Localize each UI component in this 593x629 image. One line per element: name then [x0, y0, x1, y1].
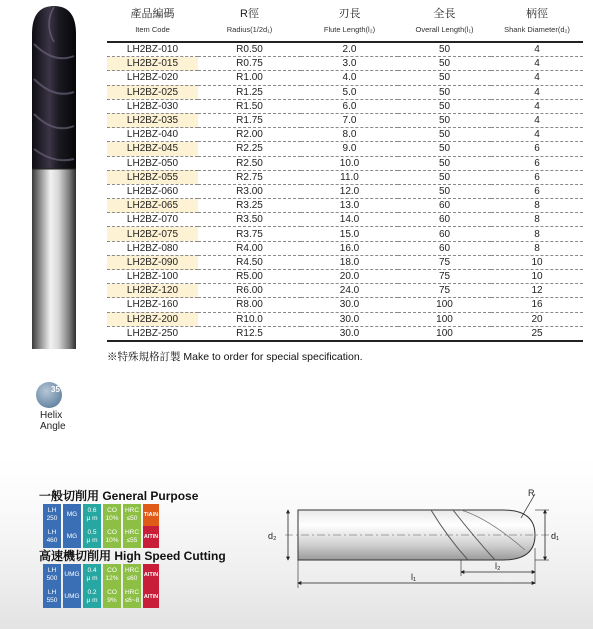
- cell-radius: R3.00: [198, 184, 301, 198]
- table-row: [107, 298, 583, 312]
- series-box: LH 460: [43, 526, 61, 548]
- table-row: [107, 326, 583, 341]
- cell-radius: R3.50: [198, 213, 301, 227]
- cell-overall-length: 75: [398, 255, 491, 269]
- cell-flute-length: 24.0: [301, 284, 398, 298]
- table-row: [107, 170, 583, 184]
- cell-shank-diameter: 4: [491, 113, 583, 127]
- diagram-d1-label: d₁: [551, 531, 560, 541]
- cell-radius: R6.00: [198, 284, 301, 298]
- table-row: [107, 42, 583, 57]
- material-box: MG: [63, 504, 81, 526]
- cell-overall-length: 50: [398, 128, 491, 142]
- table-row: [107, 270, 583, 284]
- product-spec-row: [43, 504, 159, 526]
- product-spec-row: [43, 564, 159, 586]
- table-row: [107, 255, 583, 269]
- coating-badge: AlTiN: [143, 586, 159, 608]
- cell-shank-diameter: 8: [491, 241, 583, 255]
- cell-flute-length: 8.0: [301, 128, 398, 142]
- cobalt-box: CO 10%: [103, 526, 121, 548]
- end-mill-image: [14, 4, 94, 349]
- cell-shank-diameter: 8: [491, 213, 583, 227]
- cell-radius: R2.25: [198, 142, 301, 156]
- cell-shank-diameter: 8: [491, 199, 583, 213]
- cell-item-code: LH2BZ-010: [107, 42, 198, 57]
- cell-shank-diameter: 4: [491, 85, 583, 99]
- cell-overall-length: 50: [398, 71, 491, 85]
- end-mill-dimension-diagram: [263, 488, 583, 623]
- cell-overall-length: 50: [398, 99, 491, 113]
- cell-radius: R12.5: [198, 326, 301, 341]
- cell-radius: R3.25: [198, 199, 301, 213]
- general-purpose-title: 一般切削用 General Purpose: [39, 489, 199, 503]
- grain-size-box: 0.2 μ m: [83, 586, 101, 608]
- cell-overall-length: 50: [398, 142, 491, 156]
- cell-radius: R1.00: [198, 71, 301, 85]
- special-spec-note: ※特殊規格訂製 Make to order for special specification.: [107, 351, 363, 363]
- material-box: UMG: [63, 564, 81, 586]
- hardness-box: HRC ≤6~8: [123, 586, 141, 608]
- cell-overall-length: 50: [398, 57, 491, 71]
- header-item-code: 產品編碼 Item Code: [130, 8, 175, 34]
- cell-shank-diameter: 20: [491, 312, 583, 326]
- spec-table: [107, 5, 583, 342]
- cell-shank-diameter: 6: [491, 184, 583, 198]
- diagram-r-label: R: [528, 488, 535, 498]
- grain-size-box: 0.6 μ m: [83, 504, 101, 526]
- cell-shank-diameter: 6: [491, 170, 583, 184]
- table-row: [107, 312, 583, 326]
- cell-shank-diameter: 4: [491, 57, 583, 71]
- cell-item-code: LH2BZ-070: [107, 213, 198, 227]
- cell-shank-diameter: 16: [491, 298, 583, 312]
- cell-overall-length: 50: [398, 85, 491, 99]
- header-overall-length: 全長 Overall Length(l₁): [415, 8, 474, 34]
- series-box: LH 500: [43, 564, 61, 586]
- cell-flute-length: 20.0: [301, 270, 398, 284]
- cell-flute-length: 30.0: [301, 312, 398, 326]
- cell-shank-diameter: 10: [491, 270, 583, 284]
- cell-flute-length: 30.0: [301, 298, 398, 312]
- coating-badge: AlTiN: [143, 526, 159, 548]
- table-row: [107, 99, 583, 113]
- cell-overall-length: 75: [398, 270, 491, 284]
- cell-flute-length: 6.0: [301, 99, 398, 113]
- material-box: UMG: [63, 586, 81, 608]
- cell-flute-length: 30.0: [301, 326, 398, 341]
- table-row: [107, 142, 583, 156]
- cell-item-code: LH2BZ-160: [107, 298, 198, 312]
- cell-shank-diameter: 8: [491, 227, 583, 241]
- cell-overall-length: 50: [398, 156, 491, 170]
- cell-overall-length: 75: [398, 284, 491, 298]
- helix-angle-value: 35°: [51, 385, 64, 394]
- cell-overall-length: 50: [398, 170, 491, 184]
- cell-item-code: LH2BZ-120: [107, 284, 198, 298]
- cell-overall-length: 100: [398, 298, 491, 312]
- cell-radius: R2.00: [198, 128, 301, 142]
- helix-angle-label: Helix Angle: [40, 410, 66, 432]
- cell-item-code: LH2BZ-075: [107, 227, 198, 241]
- cell-shank-diameter: 6: [491, 156, 583, 170]
- cell-overall-length: 60: [398, 213, 491, 227]
- cell-shank-diameter: 25: [491, 326, 583, 341]
- table-row: [107, 227, 583, 241]
- cell-flute-length: 2.0: [301, 42, 398, 57]
- hardness-box: HRC ≤55: [123, 526, 141, 548]
- table-row: [107, 85, 583, 99]
- helix-angle-badge: [32, 380, 78, 440]
- cobalt-box: CO 12%: [103, 564, 121, 586]
- header-shank-diameter: 柄徑 Shank Diameter(d₂): [504, 8, 570, 34]
- cell-item-code: LH2BZ-035: [107, 113, 198, 127]
- cell-radius: R4.00: [198, 241, 301, 255]
- cell-overall-length: 60: [398, 199, 491, 213]
- cell-flute-length: 12.0: [301, 184, 398, 198]
- diagram-d2-label: d₂: [268, 531, 277, 541]
- cell-shank-diameter: 12: [491, 284, 583, 298]
- cell-item-code: LH2BZ-200: [107, 312, 198, 326]
- cell-item-code: LH2BZ-045: [107, 142, 198, 156]
- cell-flute-length: 3.0: [301, 57, 398, 71]
- table-row: [107, 71, 583, 85]
- cell-radius: R0.75: [198, 57, 301, 71]
- cell-overall-length: 100: [398, 312, 491, 326]
- series-box: LH 250: [43, 504, 61, 526]
- series-box: LH 550: [43, 586, 61, 608]
- cell-item-code: LH2BZ-065: [107, 199, 198, 213]
- product-spec-row: [43, 586, 159, 608]
- table-row: [107, 184, 583, 198]
- cell-overall-length: 50: [398, 113, 491, 127]
- table-header-row: [107, 5, 583, 42]
- header-radius: R徑 Radius(1/2d₁): [226, 8, 273, 34]
- table-row: [107, 199, 583, 213]
- cell-shank-diameter: 4: [491, 128, 583, 142]
- cell-item-code: LH2BZ-030: [107, 99, 198, 113]
- cell-radius: R1.50: [198, 99, 301, 113]
- hardness-box: HRC ≤60: [123, 564, 141, 586]
- cell-flute-length: 4.0: [301, 71, 398, 85]
- cell-overall-length: 50: [398, 42, 491, 57]
- cell-flute-length: 15.0: [301, 227, 398, 241]
- cell-item-code: LH2BZ-020: [107, 71, 198, 85]
- cell-shank-diameter: 4: [491, 42, 583, 57]
- diagram-l2-label: l₂: [495, 561, 501, 571]
- product-spec-row: [43, 526, 159, 548]
- table-row: [107, 57, 583, 71]
- cobalt-box: CO 9%: [103, 586, 121, 608]
- high-speed-title: 高速機切削用 High Speed Cutting: [39, 549, 226, 563]
- cell-item-code: LH2BZ-080: [107, 241, 198, 255]
- cell-flute-length: 10.0: [301, 156, 398, 170]
- cell-flute-length: 18.0: [301, 255, 398, 269]
- cell-flute-length: 16.0: [301, 241, 398, 255]
- cell-flute-length: 11.0: [301, 170, 398, 184]
- cell-item-code: LH2BZ-015: [107, 57, 198, 71]
- cell-item-code: LH2BZ-060: [107, 184, 198, 198]
- cell-overall-length: 50: [398, 184, 491, 198]
- cell-shank-diameter: 6: [491, 142, 583, 156]
- cell-flute-length: 13.0: [301, 199, 398, 213]
- coating-badge: TiAlN: [143, 504, 159, 526]
- cell-overall-length: 60: [398, 241, 491, 255]
- cell-radius: R3.75: [198, 227, 301, 241]
- cell-overall-length: 60: [398, 227, 491, 241]
- cell-radius: R2.75: [198, 170, 301, 184]
- cell-flute-length: 7.0: [301, 113, 398, 127]
- cell-radius: R4.50: [198, 255, 301, 269]
- cell-item-code: LH2BZ-050: [107, 156, 198, 170]
- cell-radius: R5.00: [198, 270, 301, 284]
- cell-item-code: LH2BZ-090: [107, 255, 198, 269]
- cell-shank-diameter: 4: [491, 71, 583, 85]
- grain-size-box: 0.5 μ m: [83, 526, 101, 548]
- cobalt-box: CO 10%: [103, 504, 121, 526]
- table-row: [107, 113, 583, 127]
- cell-shank-diameter: 4: [491, 99, 583, 113]
- cell-radius: R8.00: [198, 298, 301, 312]
- cell-flute-length: 5.0: [301, 85, 398, 99]
- table-row: [107, 213, 583, 227]
- cell-item-code: LH2BZ-055: [107, 170, 198, 184]
- cell-item-code: LH2BZ-100: [107, 270, 198, 284]
- table-row: [107, 156, 583, 170]
- material-box: MG: [63, 526, 81, 548]
- cell-radius: R0.50: [198, 42, 301, 57]
- cell-flute-length: 9.0: [301, 142, 398, 156]
- table-row: [107, 128, 583, 142]
- grain-size-box: 0.4 μ m: [83, 564, 101, 586]
- diagram-l1-label: l₁: [411, 572, 417, 582]
- cell-radius: R2.50: [198, 156, 301, 170]
- table-row: [107, 284, 583, 298]
- cell-overall-length: 100: [398, 326, 491, 341]
- header-flute-length: 刃長 Flute Length(l₂): [323, 8, 376, 34]
- table-row: [107, 241, 583, 255]
- cell-radius: R1.25: [198, 85, 301, 99]
- hardness-box: HRC ≤50: [123, 504, 141, 526]
- cell-shank-diameter: 10: [491, 255, 583, 269]
- cell-radius: R1.75: [198, 113, 301, 127]
- coating-badge: AlTiN: [143, 564, 159, 586]
- cell-item-code: LH2BZ-040: [107, 128, 198, 142]
- cell-flute-length: 14.0: [301, 213, 398, 227]
- cell-item-code: LH2BZ-025: [107, 85, 198, 99]
- cell-radius: R10.0: [198, 312, 301, 326]
- cell-item-code: LH2BZ-250: [107, 326, 198, 341]
